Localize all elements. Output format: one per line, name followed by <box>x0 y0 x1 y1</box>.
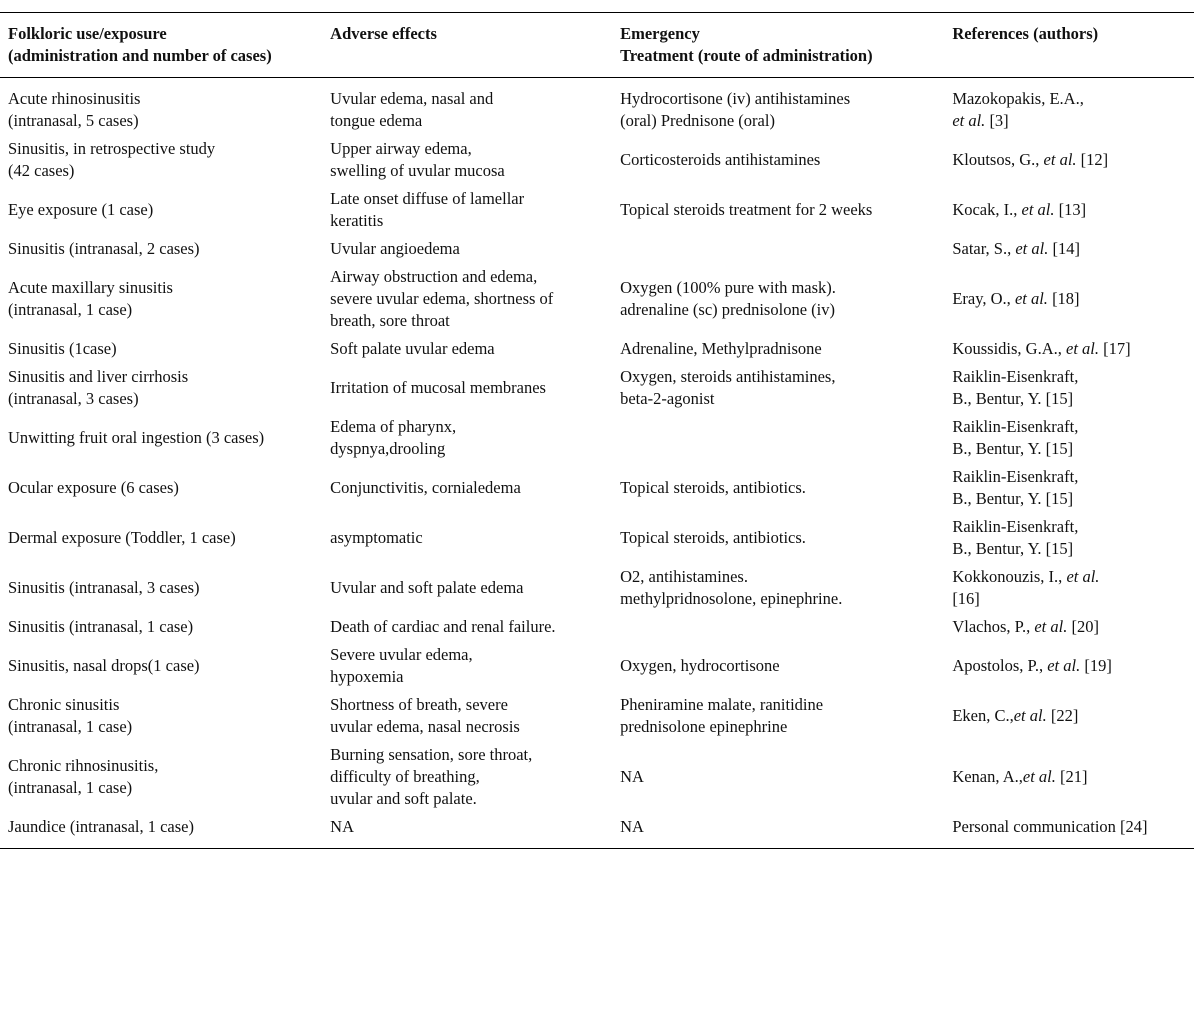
reference-authors: Satar, S., <box>952 239 1016 258</box>
reference-number: [12] <box>1076 150 1109 169</box>
table-row <box>0 135 1194 185</box>
table-row <box>0 235 1194 263</box>
cell-adverse-effects: Upper airway edema, swelling of uvular mucosa <box>330 139 505 180</box>
cell-folkloric-use: Acute rhinosinusitis (intranasal, 5 cases) <box>8 89 141 130</box>
cell-adverse-effects: NA <box>330 817 354 836</box>
reference-authors: Kokkonouzis, I., <box>952 567 1067 586</box>
table-header-row <box>0 13 1194 78</box>
table-row <box>0 563 1194 613</box>
table-row <box>0 741 1194 813</box>
reference-et-al: et al. <box>1013 706 1047 725</box>
table-row <box>0 813 1194 849</box>
cell-folkloric-use: Ocular exposure (6 cases) <box>8 478 179 497</box>
cell-reference <box>944 813 1194 849</box>
reference-et-al: et al. <box>1021 200 1055 219</box>
cell-folkloric-use: Dermal exposure (Toddler, 1 case) <box>8 528 236 547</box>
table-row <box>0 513 1194 563</box>
reference-authors: Eray, O., <box>952 289 1015 308</box>
table-row <box>0 363 1194 413</box>
cell-folkloric-use: Sinusitis (intranasal, 2 cases) <box>8 239 200 258</box>
cell-adverse-effects: Death of cardiac and renal failure. <box>330 617 556 636</box>
cell-emergency-treatment <box>612 613 944 641</box>
table-row <box>0 185 1194 235</box>
reference-number: [16] <box>952 589 980 608</box>
cell-folkloric-use: Jaundice (intranasal, 1 case) <box>8 817 194 836</box>
cell-emergency-treatment: Oxygen (100% pure with mask). adrenaline (sc) prednisolone (iv) <box>620 278 836 319</box>
reference-authors: Mazokopakis, E.A., <box>952 89 1084 108</box>
cell-adverse-effects: Uvular angioedema <box>330 239 460 258</box>
cell-folkloric-use: Acute maxillary sinusitis (intranasal, 1 case) <box>8 278 173 319</box>
cell-adverse-effects: Soft palate uvular edema <box>330 339 495 358</box>
reference-authors: Raiklin-Eisenkraft, B., Bentur, Y. [15] <box>952 367 1079 408</box>
cell-emergency-treatment: Oxygen, steroids antihistamines, beta-2-agonist <box>620 367 836 408</box>
cell-emergency-treatment: Adrenaline, Methylpradnisone <box>620 339 822 358</box>
reference-et-al: et al. <box>1066 567 1100 586</box>
reference-authors: Raiklin-Eisenkraft, B., Bentur, Y. [15] <box>952 467 1079 508</box>
reference-number: [18] <box>1047 289 1080 308</box>
reference-authors: Kocak, I., <box>952 200 1022 219</box>
cell-folkloric-use: Sinusitis (intranasal, 1 case) <box>8 617 194 636</box>
cell-emergency-treatment: Pheniramine malate, ranitidine prednisolone epinephrine <box>620 695 824 736</box>
cell-folkloric-use: Unwitting fruit oral ingestion (3 cases) <box>8 428 265 447</box>
reference-et-al: et al. <box>1022 767 1056 786</box>
reference-number: [17] <box>1099 339 1131 358</box>
reference-et-al: et al. <box>1034 617 1068 636</box>
header-emergency-treatment: Emergency Treatment (route of administration) <box>620 24 873 65</box>
cell-adverse-effects: Airway obstruction and edema, severe uvular edema, shortness of breath, sore throat <box>330 267 554 330</box>
cell-emergency-treatment: Corticosteroids antihistamines <box>620 150 821 169</box>
cell-emergency-treatment: NA <box>620 817 644 836</box>
table-row <box>0 413 1194 463</box>
cell-emergency-treatment: Topical steroids, antibiotics. <box>620 528 806 547</box>
cell-emergency-treatment <box>612 235 944 263</box>
table-row <box>0 335 1194 363</box>
reference-number: [22] <box>1046 706 1079 725</box>
cell-folkloric-use: Chronic sinusitis (intranasal, 1 case) <box>8 695 133 736</box>
table-body <box>0 78 1194 849</box>
reference-number: [14] <box>1048 239 1080 258</box>
cell-reference <box>944 235 1194 263</box>
header-references: References (authors) <box>952 24 1099 43</box>
cell-folkloric-use: Sinusitis, in retrospective study (42 cases) <box>8 139 216 180</box>
cell-adverse-effects: Uvular edema, nasal and tongue edema <box>330 89 494 130</box>
cell-adverse-effects: Late onset diffuse of lamellar keratitis <box>330 189 525 230</box>
table-row <box>0 641 1194 691</box>
header-folkloric-use: Folkloric use/exposure (administration and number of cases) <box>8 24 272 65</box>
cell-reference <box>944 741 1194 813</box>
reference-authors: Eken, C., <box>952 706 1014 725</box>
table-row <box>0 463 1194 513</box>
cell-folkloric-use: Chronic rihnosinusitis, (intranasal, 1 case) <box>8 756 159 797</box>
reference-authors: Koussidis, G.A., <box>952 339 1066 358</box>
reference-et-al: et al. <box>952 111 986 130</box>
reference-number: [21] <box>1055 767 1088 786</box>
cell-emergency-treatment <box>612 413 944 463</box>
reference-et-al: et al. <box>1014 289 1048 308</box>
header-adverse-effects: Adverse effects <box>330 24 437 43</box>
cell-adverse-effects: Conjunctivitis, cornialedema <box>330 478 521 497</box>
cell-adverse-effects: Irritation of mucosal membranes <box>330 378 546 397</box>
cell-reference <box>944 135 1194 185</box>
cell-reference <box>944 78 1194 136</box>
cell-reference <box>944 563 1194 613</box>
table-row <box>0 263 1194 335</box>
reference-number: [19] <box>1080 656 1112 675</box>
table-row <box>0 691 1194 741</box>
cell-folkloric-use: Eye exposure (1 case) <box>8 200 154 219</box>
cell-reference <box>944 463 1194 513</box>
reference-authors: Raiklin-Eisenkraft, B., Bentur, Y. [15] <box>952 517 1079 558</box>
reference-number: [13] <box>1054 200 1087 219</box>
cell-reference <box>944 513 1194 563</box>
cell-reference <box>944 413 1194 463</box>
cell-reference <box>944 641 1194 691</box>
cell-reference <box>944 613 1194 641</box>
reference-authors: Personal communication [24] <box>952 817 1148 836</box>
cell-reference <box>944 335 1194 363</box>
cell-folkloric-use: Sinusitis (intranasal, 3 cases) <box>8 578 200 597</box>
cell-emergency-treatment: Topical steroids treatment for 2 weeks <box>620 200 873 219</box>
reference-et-al: et al. <box>1047 656 1081 675</box>
table-row <box>0 78 1194 136</box>
cell-adverse-effects: Edema of pharynx, dyspnya,drooling <box>330 417 457 458</box>
reference-authors: Kenan, A., <box>952 767 1023 786</box>
reference-et-al: et al. <box>1043 150 1077 169</box>
reference-authors: Apostolos, P., <box>952 656 1048 675</box>
reference-authors: Kloutsos, G., <box>952 150 1044 169</box>
cell-reference <box>944 691 1194 741</box>
cell-emergency-treatment: O2, antihistamines. methylpridnosolone, epinephrine. <box>620 567 843 608</box>
cell-adverse-effects: asymptomatic <box>330 528 423 547</box>
cell-adverse-effects: Shortness of breath, severe uvular edema, nasal necrosis <box>330 695 520 736</box>
reference-et-al: et al. <box>1066 339 1099 358</box>
cell-emergency-treatment: Oxygen, hydrocortisone <box>620 656 780 675</box>
cell-folkloric-use: Sinusitis, nasal drops(1 case) <box>8 656 200 675</box>
cell-emergency-treatment: Hydrocortisone (iv) antihistamines (oral) Prednisone (oral) <box>620 89 851 130</box>
reference-et-al: et al. <box>1015 239 1049 258</box>
reference-number: [20] <box>1067 617 1099 636</box>
reference-number: [3] <box>985 111 1009 130</box>
table-row <box>0 613 1194 641</box>
cell-adverse-effects: Severe uvular edema, hypoxemia <box>330 645 473 686</box>
cell-emergency-treatment: NA <box>620 767 644 786</box>
cell-reference <box>944 363 1194 413</box>
adverse-effects-table <box>0 12 1194 849</box>
cell-emergency-treatment: Topical steroids, antibiotics. <box>620 478 806 497</box>
cell-adverse-effects: Uvular and soft palate edema <box>330 578 524 597</box>
cell-reference <box>944 263 1194 335</box>
reference-authors: Vlachos, P., <box>952 617 1035 636</box>
cell-reference <box>944 185 1194 235</box>
cell-adverse-effects: Burning sensation, sore throat, difficulty of breathing, uvular and soft palate. <box>330 745 533 808</box>
cell-folkloric-use: Sinusitis and liver cirrhosis (intranasal, 3 cases) <box>8 367 189 408</box>
reference-authors: Raiklin-Eisenkraft, B., Bentur, Y. [15] <box>952 417 1079 458</box>
cell-folkloric-use: Sinusitis (1case) <box>8 339 117 358</box>
